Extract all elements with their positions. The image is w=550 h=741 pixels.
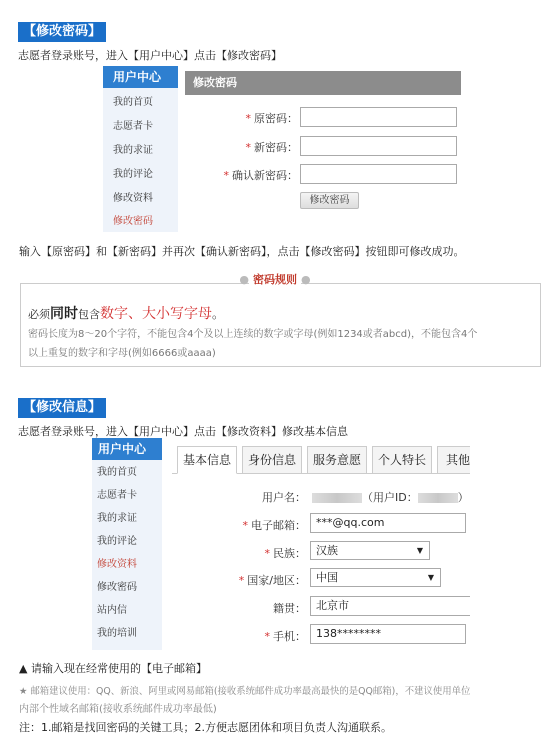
new-password-label: * 新密码： <box>245 141 298 154</box>
username-label: 用户名： <box>262 491 306 504</box>
rules-title: ● 密码规则 ● <box>239 273 311 286</box>
note-email-suggestion-2: 内部个性域名邮箱(接收系统邮件成功率最低) <box>19 704 217 715</box>
sidebar-header: 用户中心 <box>103 66 178 88</box>
sidebar-item-inbox[interactable]: 站内信 <box>97 605 127 616</box>
userid-redacted <box>418 493 458 503</box>
sidebar-item-edit-profile[interactable]: 修改资料 <box>113 193 153 204</box>
email-label: * 电子邮箱： <box>242 519 306 532</box>
region-select[interactable]: 中国 ▼ <box>310 568 441 587</box>
region-label: * 国家/地区： <box>238 574 306 587</box>
sidebar-header: 用户中心 <box>92 438 162 460</box>
sidebar-item-change-password[interactable]: 修改密码 <box>113 216 153 227</box>
sidebar-user-center-2 <box>92 438 162 650</box>
panel-title: 修改密码 <box>185 71 461 95</box>
phone-label: * 手机： <box>264 630 306 643</box>
chevron-down-icon: ▼ <box>416 546 423 555</box>
section-tag-change-password: 【修改密码】 <box>18 22 106 42</box>
section1-intro: 志愿者登录账号，进入【用户中心】点击【修改密码】 <box>18 49 282 62</box>
sidebar-item-change-password[interactable]: 修改密码 <box>97 582 137 593</box>
rules-line-3: 以上重复的数字和字母(例如6666或aaaa) <box>28 348 216 359</box>
confirm-password-input[interactable] <box>300 164 457 184</box>
ethnicity-select[interactable]: 汉族 ▼ <box>310 541 430 560</box>
confirm-password-label: * 确认新密码： <box>223 169 298 182</box>
tab-basic-info[interactable]: 基本信息 <box>177 446 237 474</box>
chevron-down-icon: ▼ <box>427 573 434 582</box>
tab-skills[interactable]: 个人特长 <box>372 446 432 474</box>
sidebar-item-comments[interactable]: 我的评论 <box>97 536 137 547</box>
divider-dot-left-icon: ● <box>239 273 249 286</box>
note-email-suggestion-1: ★ 邮箱建议使用：QQ、新浪、阿里或网易邮箱(接收系统邮件成功率最高最快的是QQ邮箱)，不建议使用单位 <box>19 686 471 697</box>
sidebar-item-home[interactable]: 我的首页 <box>97 467 137 478</box>
sidebar-item-edit-profile[interactable]: 修改资料 <box>97 559 137 570</box>
email-input[interactable]: ***@qq.com <box>310 513 466 533</box>
old-password-input[interactable] <box>300 107 457 127</box>
username-redacted <box>312 493 362 503</box>
sidebar-item-home[interactable]: 我的首页 <box>113 97 153 108</box>
username-value: （用户ID： ） <box>312 489 469 505</box>
phone-input[interactable]: 138******** <box>310 624 466 644</box>
note-purpose: 注：1.邮箱是找回密码的关键工具；2.方便志愿团体和项目负责人沟通联系。 <box>19 721 392 734</box>
note-email: ▲ 请输入现在经常使用的【电子邮箱】 <box>19 662 207 675</box>
new-password-input[interactable] <box>300 136 457 156</box>
sidebar-item-verification[interactable]: 我的求证 <box>113 145 153 156</box>
sidebar-item-volunteer-card[interactable]: 志愿者卡 <box>97 490 137 501</box>
hometown-input[interactable]: 北京市 <box>310 596 470 616</box>
change-password-button[interactable]: 修改密码 <box>300 192 359 209</box>
section2-intro: 志愿者登录账号，进入【用户中心】点击【修改资料】修改基本信息 <box>18 425 348 438</box>
rules-line-2: 密码长度为8～20个字符，不能包含4个及以上连续的数字或字母(例如1234或者abcd)，不能包含4个 <box>28 329 478 340</box>
tab-identity-info[interactable]: 身份信息 <box>242 446 302 474</box>
divider-dot-right-icon: ● <box>301 273 311 286</box>
sidebar-item-volunteer-card[interactable]: 志愿者卡 <box>113 121 153 132</box>
sidebar-item-comments[interactable]: 我的评论 <box>113 169 153 180</box>
section1-instruction: 输入【原密码】和【新密码】并再次【确认新密码】，点击【修改密码】按钮即可修改成功。 <box>19 245 465 258</box>
hometown-label: 籍贯： <box>273 602 306 615</box>
rules-line-1: 必须同时包含数字、大小写字母。 <box>28 306 225 322</box>
section-tag-edit-info: 【修改信息】 <box>18 398 106 418</box>
tab-other[interactable]: 其他 <box>437 446 470 474</box>
old-password-label: * 原密码： <box>245 112 298 125</box>
sidebar-user-center <box>103 66 178 232</box>
tab-service-intent[interactable]: 服务意愿 <box>307 446 367 474</box>
sidebar-item-verification[interactable]: 我的求证 <box>97 513 137 524</box>
ethnicity-label: * 民族： <box>264 547 306 560</box>
sidebar-item-training[interactable]: 我的培训 <box>97 628 137 639</box>
